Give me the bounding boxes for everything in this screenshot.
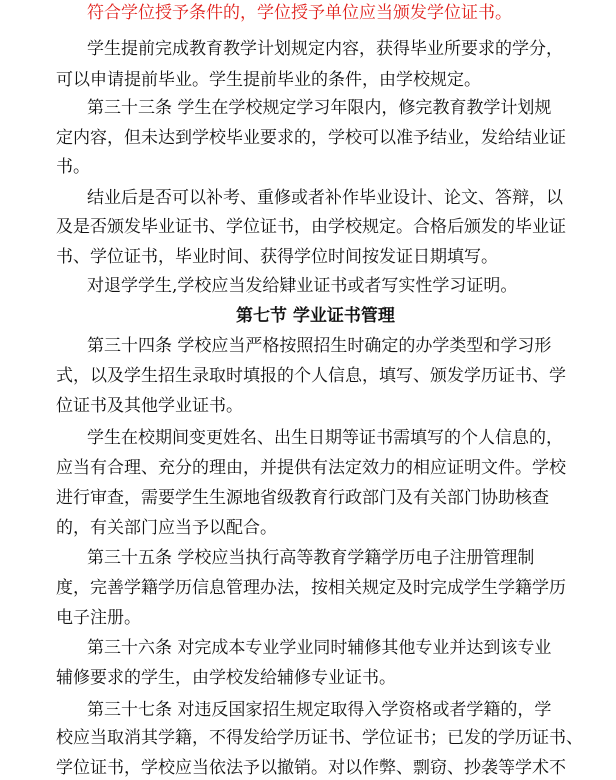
paragraph-line: 及是否颁发毕业证书、学位证书，由学校规定。合格后颁发的毕业证 xyxy=(56,217,566,237)
section-heading: 第七节 学业证书管理 xyxy=(236,306,395,326)
article-33-line: 书。 xyxy=(56,157,90,177)
paragraph-line: 对退学学生,学校应当发给肄业证书或者写实性学习证明。 xyxy=(87,276,518,296)
article-34-line: 第三十四条 学校应当严格按照招生时确定的办学类型和学习形 xyxy=(87,336,552,356)
article-37-line: 学位证书，学校应当依法予以撤销。对以作弊、剽窃、抄袭等学术不 xyxy=(56,758,566,778)
paragraph-line: 可以申请提前毕业。学生提前毕业的条件，由学校规定。 xyxy=(56,70,481,90)
article-34-line: 式，以及学生招生录取时填报的个人信息，填写、颁发学历证书、学 xyxy=(56,366,566,386)
paragraph-line: 应当有合理、充分的理由，并提供有法定效力的相应证明文件。学校 xyxy=(56,458,566,478)
paragraph-line: 学生在校期间变更姓名、出生日期等证书需填写的个人信息的， xyxy=(87,428,563,448)
article-35-line: 电子注册。 xyxy=(56,608,141,628)
article-37-line: 第三十七条 对违反国家招生规定取得入学资格或者学籍的，学 xyxy=(87,700,552,720)
article-35-line: 第三十五条 学校应当执行高等教育学籍学历电子注册管理制 xyxy=(87,548,535,568)
article-36-line: 辅修要求的学生，由学校发给辅修专业证书。 xyxy=(56,668,396,688)
article-36-line: 第三十六条 对完成本专业学业同时辅修其他专业并达到该专业 xyxy=(87,638,552,658)
article-33-line: 第三十三条 学生在学校规定学习年限内，修完教育教学计划规 xyxy=(87,98,552,118)
paragraph-line: 学生提前完成教育教学计划规定内容，获得毕业所要求的学分， xyxy=(87,39,563,59)
paragraph-line: 结业后是否可以补考、重修或者补作毕业设计、论文、答辩，以 xyxy=(87,188,563,208)
article-37-line: 校应当取消其学籍，不得发给学历证书、学位证书；已发的学历证书、 xyxy=(56,728,583,748)
article-35-line: 度，完善学籍学历信息管理办法，按相关规定及时完成学生学籍学历 xyxy=(56,578,566,598)
paragraph-line: 书、学位证书，毕业时间、获得学位时间按发证日期填写。 xyxy=(56,247,498,267)
red-text-line: 符合学位授予条件的，学位授予单位应当颁发学位证书。 xyxy=(87,3,512,23)
paragraph-line: 的，有关部门应当予以配合。 xyxy=(56,518,277,538)
article-34-line: 位证书及其他学业证书。 xyxy=(56,396,243,416)
paragraph-line: 进行审查，需要学生生源地省级教育行政部门及有关部门协助核查 xyxy=(56,488,549,508)
article-33-line: 定内容，但未达到学校毕业要求的，学校可以准予结业，发给结业证 xyxy=(56,128,566,148)
